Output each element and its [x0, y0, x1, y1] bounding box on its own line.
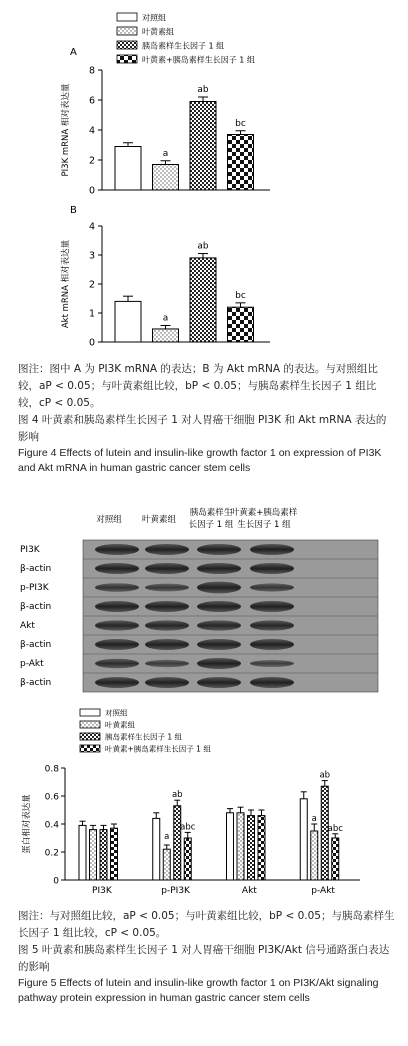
y-tick-label: 2 — [88, 279, 95, 291]
blot-column-label: 胰岛素样生 — [189, 508, 233, 518]
blot-band — [197, 582, 241, 594]
blot-band — [250, 677, 294, 688]
bar — [300, 799, 307, 880]
figure5-chart — [0, 700, 408, 910]
fig5-legend-item — [80, 744, 211, 754]
bar — [190, 258, 216, 342]
fig4-legend — [117, 13, 255, 65]
fig5-legend-item — [80, 720, 135, 730]
bar — [258, 816, 265, 880]
legend-label: 叶黄素组 — [142, 27, 174, 37]
bar — [79, 825, 86, 880]
legend-label: 叶黄素组 — [105, 720, 135, 730]
legend-label: 叶黄素+胰岛素样生长因子 1 组 — [105, 744, 211, 754]
fig5-legend-item — [80, 732, 183, 742]
bar — [311, 831, 318, 880]
blot-row-label: β-actin — [20, 602, 52, 612]
y-tick-label: 2 — [88, 155, 95, 167]
legend-label: 胰岛素样生长因子 1 组 — [105, 732, 183, 742]
legend-label: 对照组 — [105, 708, 128, 718]
blot-column-label: 对照组 — [96, 515, 122, 525]
fig5-title-cn: 图 5 叶黄素和胰岛素样生长因子 1 对人胃癌干细胞 PI3K/Akt 信号通路蛋白表达的影响 — [18, 944, 390, 973]
blot-band — [95, 601, 139, 612]
blot-band — [250, 639, 294, 650]
blot-band — [145, 660, 189, 667]
blot-row-label: p-PI3K — [20, 583, 49, 593]
blot-row-label: Akt — [20, 621, 35, 631]
blot-band — [250, 563, 294, 574]
blot-column-headers — [96, 507, 298, 530]
blot-band — [197, 601, 241, 612]
y-tick-label: 0 — [88, 185, 95, 197]
blot-band — [145, 584, 189, 592]
blot-band — [250, 620, 294, 630]
x-tick-label: p-PI3K — [161, 886, 190, 896]
bar — [153, 165, 179, 191]
blot-band — [250, 601, 294, 612]
blot-band — [95, 583, 139, 592]
blot-band — [197, 658, 241, 669]
bar — [153, 329, 179, 342]
blot-column-label: 叶黄素组 — [141, 515, 177, 525]
significance-label: bc — [235, 118, 246, 129]
legend-label: 叶黄素+胰岛素样生长因子 1 组 — [142, 55, 255, 65]
significance-label: ab — [319, 770, 331, 781]
blot-column-label: 生长因子 1 组 — [237, 520, 291, 530]
blot-band — [197, 544, 241, 555]
y-tick-label: 0 — [88, 337, 95, 349]
y-tick-label: 0 — [53, 876, 59, 887]
significance-label: a — [164, 832, 170, 843]
y-tick-label: 3 — [88, 250, 95, 262]
fig4-legend-item — [117, 13, 166, 23]
blot-band — [250, 544, 294, 555]
blot-band — [250, 583, 294, 591]
blot-band — [95, 639, 139, 650]
legend-label: 胰岛素样生长因子 1 组 — [142, 41, 225, 51]
bar — [111, 828, 118, 880]
bar — [100, 830, 107, 880]
fig5-legend — [80, 708, 211, 754]
fig4-caption — [18, 361, 396, 476]
blot-band — [145, 639, 189, 650]
bar — [248, 816, 255, 880]
y-axis-label: 蛋白相对表达量 — [22, 794, 32, 854]
y-tick-label: 0.2 — [44, 848, 59, 859]
blot-band — [197, 639, 241, 650]
figure4-charts — [0, 0, 408, 360]
significance-label: abc — [327, 823, 343, 834]
y-tick-label: 6 — [88, 95, 95, 107]
x-tick-label: p-Akt — [311, 886, 335, 896]
bar — [227, 813, 234, 880]
blot-band — [197, 563, 241, 574]
blot-band — [145, 620, 189, 630]
western-blot — [0, 500, 408, 700]
bar — [90, 830, 97, 880]
y-tick-label: 4 — [88, 125, 95, 137]
blot-band — [197, 677, 241, 688]
significance-label: a — [162, 313, 169, 324]
y-tick-label: 4 — [88, 221, 95, 233]
bar — [184, 838, 191, 880]
blot-band — [145, 601, 189, 612]
y-tick-label: 0.6 — [44, 792, 59, 803]
blot-band — [197, 620, 241, 630]
bar — [237, 813, 244, 880]
fig5-note: 图注：与对照组比较，aP < 0.05；与叶黄素组比较，bP < 0.05；与胰岛素样生长因子 1 组比较，cP < 0.05。 — [18, 910, 395, 939]
y-axis-label: Akt mRNA 相对表达量 — [61, 239, 71, 329]
bar — [115, 301, 141, 342]
fig5-title-en: Figure 5 Effects of lutein and insulin-like growth factor 1 on PI3K/Akt signaling pathway protein expression in human gastric cancer stem cells — [18, 977, 379, 1004]
y-tick-label: 0.8 — [44, 764, 59, 775]
blot-band — [145, 563, 189, 574]
significance-label: ab — [197, 241, 209, 252]
blot-band — [145, 677, 189, 688]
bar — [115, 147, 141, 191]
x-tick-label: PI3K — [92, 886, 112, 896]
significance-label: bc — [235, 290, 246, 301]
y-tick-label: 1 — [88, 308, 95, 320]
blot-row-label: β-actin — [20, 640, 52, 650]
blot-band — [95, 659, 139, 668]
significance-label: ab — [197, 85, 209, 95]
x-tick-label: Akt — [241, 886, 257, 896]
fig4-note: 图注：图中 A 为 PI3K mRNA 的表达；B 为 Akt mRNA 的表达。与对照组比较，aP < 0.05；与叶黄素组比较，bP < 0.05；与胰岛素样生长因子 1 组比较，cP < 0.05。 — [18, 363, 378, 409]
fig4-title-en: Figure 4 Effects of lutein and insulin-like growth factor 1 on expression of PI3K and Akt mRNA in human gastric cancer stem cells — [18, 447, 382, 474]
chart-a — [60, 66, 270, 197]
significance-label: abc — [180, 822, 196, 833]
blot-band — [95, 563, 139, 574]
fig4-legend-item — [117, 55, 255, 65]
blot-row-label: β-actin — [20, 564, 52, 574]
y-axis-label: PI3K mRNA 相对表达量 — [61, 83, 71, 177]
blot-row-label: β-actin — [20, 678, 52, 688]
y-tick-label: 0.4 — [44, 820, 59, 831]
bar — [153, 818, 160, 880]
significance-label: a — [162, 148, 169, 159]
legend-label: 对照组 — [142, 13, 166, 23]
bar — [163, 849, 170, 880]
significance-label: ab — [171, 790, 183, 801]
significance-label: a — [311, 814, 317, 824]
panel-label-b: B — [70, 205, 77, 216]
blot-row-label: PI3K — [20, 545, 40, 555]
chart-fig5 — [21, 765, 360, 897]
blot-column-label: 长因子 1 组 — [188, 520, 234, 530]
bar — [228, 307, 254, 342]
fig4-title-cn: 图 4 叶黄素和胰岛素样生长因子 1 对人胃癌干细胞 PI3K 和 Akt mRNA 表达的影响 — [18, 414, 387, 443]
fig4-legend-item — [117, 27, 174, 37]
chart-b — [60, 222, 270, 349]
blot-band — [95, 544, 139, 555]
y-tick-label: 8 — [88, 65, 95, 77]
blot-row-label: p-Akt — [20, 659, 44, 669]
blot-column-label: 叶黄素+胰岛素样 — [230, 508, 298, 518]
blot-band — [95, 620, 139, 630]
blot-band — [250, 660, 294, 667]
bar — [174, 806, 181, 880]
fig4-legend-item — [117, 41, 224, 51]
blot-band — [95, 677, 139, 688]
fig5-legend-item — [80, 708, 128, 718]
panel-label-a: A — [70, 47, 77, 58]
bar — [332, 838, 339, 880]
blot-band — [145, 544, 189, 555]
fig5-caption — [18, 908, 396, 1006]
bar — [228, 135, 254, 191]
bar — [190, 102, 216, 191]
